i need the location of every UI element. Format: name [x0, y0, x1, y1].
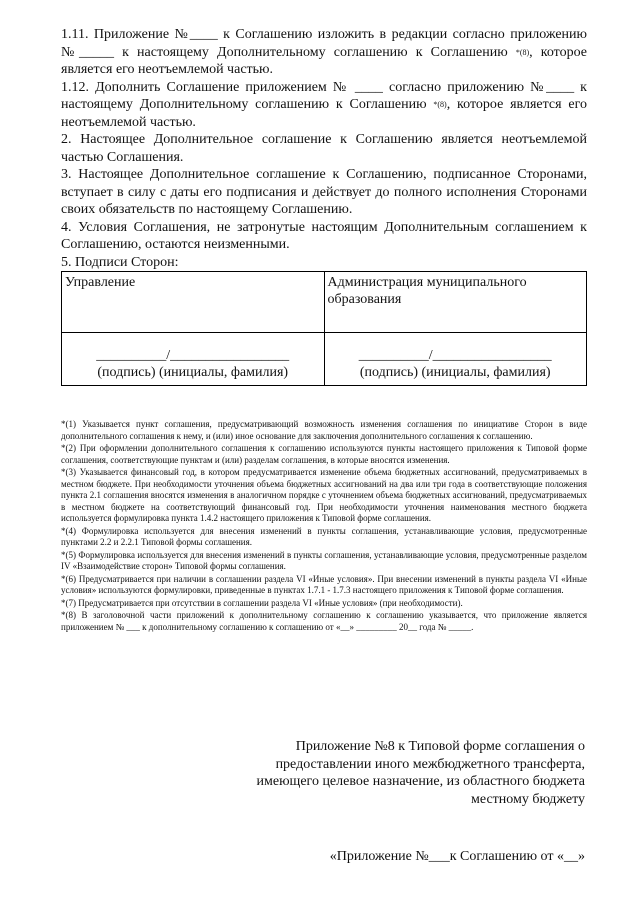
footnote-5: *(5) Формулировка используется для внесения изменений в пункты соглашения, устанавливающие условия, предусмотренные разделом IV «Взаимодействие сторон» Типовой формы соглашения. [61, 549, 587, 571]
paragraph-1-12: 1.12. Дополнить Соглашение приложением № ____ согласно приложению №____ к настоящему Дополнительному соглашению к Соглашению *(8), которое является его неотъемлемой частью. [61, 79, 588, 130]
annex-title-line: «Приложение №___к Соглашению от «__» [329, 849, 585, 864]
main-text [61, 26, 587, 386]
footnote-1: *(1) Указывается пункт соглашения, предусматривающий возможность изменения соглашения по инициативе Сторон в виде дополнительного соглашения к нему, и (или) иное основание для заключения дополнительного соглашения к соглашению. [61, 419, 587, 441]
signature-right-line: __________/_________________ [358, 348, 552, 363]
footnote-8: *(8) В заголовочной части приложений к дополнительному соглашению к соглашению указывается, что приложение является приложением № ___ к дополнительному соглашению к соглашению от «__» _________ 20__ года № _____. [61, 610, 587, 632]
footnotes [61, 419, 587, 634]
paragraph-2: 2. Настоящее Дополнительное соглашение к Соглашению является неотъемлемой частью Соглашения. [61, 132, 587, 165]
signature-right-caption: (подпись) (инициалы, фамилия) [359, 365, 551, 380]
signature-table [61, 271, 587, 386]
signature-left-cell [62, 333, 325, 386]
signature-left-line: __________/_________________ [96, 348, 290, 363]
signature-right-cell [324, 333, 587, 386]
footnote-3: *(3) Указывается финансовый год, в котором предусматривается изменение объема бюджетных ассигнований, предусматриваемых в местном бюджете. При необходимости уточнения объема бюджетных ассигнований на два или три года в соответствующие положения пункта 2.1 соглашения вносятся изменения в аналогичном порядке с уточнением объема бюджетных ассигнований, предусматриваемых в местном бюджете на соответствующий финансовый год. При необходимости уточнения наименования местного бюджета используется формулировка пункта 1.4.2 настоящего приложения к Типовой форме соглашения. [61, 467, 587, 523]
footnote-2: *(2) При оформлении дополнительного соглашения к соглашению используются пункты настоящего приложения к Типовой форме соглашения, соответствующие пунктам и (или) разделам соглашения, в которые вносятся изменения. [61, 443, 587, 465]
paragraph-5: 5. Подписи Сторон: [61, 254, 179, 270]
annex-heading: Приложение №8 к Типовой форме соглашения о предоставлении иного межбюджетного трансферта, имеющего целевое назначение, из областного бюджета местному бюджету [256, 739, 585, 807]
paragraph-3: 3. Настоящее Дополнительное соглашение к Соглашению, подписанное Сторонами, вступает в силу с даты его подписания и действует до полного исполнения Сторонами своих обязательств по настоящему Соглашению. [61, 167, 587, 217]
footnote-ref-8: *(8) [433, 100, 447, 109]
paragraph-4: 4. Условия Соглашения, не затронутые настоящим Дополнительным соглашением к Соглашению, остаются неизменными. [61, 219, 587, 252]
signature-left-header: Управление [62, 272, 325, 333]
footnote-7: *(7) Предусматривается при отсутствии в соглашении раздела VI «Иные условия» (при необходимости). [61, 597, 463, 608]
footnote-ref-8: *(8) [515, 47, 530, 57]
footnote-4: *(4) Формулировка используется для внесения изменений в пункты соглашения, устанавливающие условия, предусмотренные пунктами 2.2 и 2.2.1 Типовой формы соглашения. [61, 525, 587, 547]
signature-right-header: Администрация муниципального образования [324, 272, 587, 333]
paragraph-1-11: 1.11. Приложение №____ к Соглашению изложить в редакции согласно приложению №_____ к настоящему Дополнительному соглашению к Соглашению *(8), которое является его неотъемлемой частью. [61, 27, 587, 77]
footnote-6: *(6) Предусматривается при наличии в соглашении раздела VI «Иные условия». При внесении изменений в пункты раздела VI «Иные условия» используются формулировки, приведенные в пунктах 1.7.1 - 1.7.3 настоящего приложения к Типовой форме соглашения. [61, 573, 587, 595]
signature-left-caption: (подпись) (инициалы, фамилия) [97, 365, 289, 380]
